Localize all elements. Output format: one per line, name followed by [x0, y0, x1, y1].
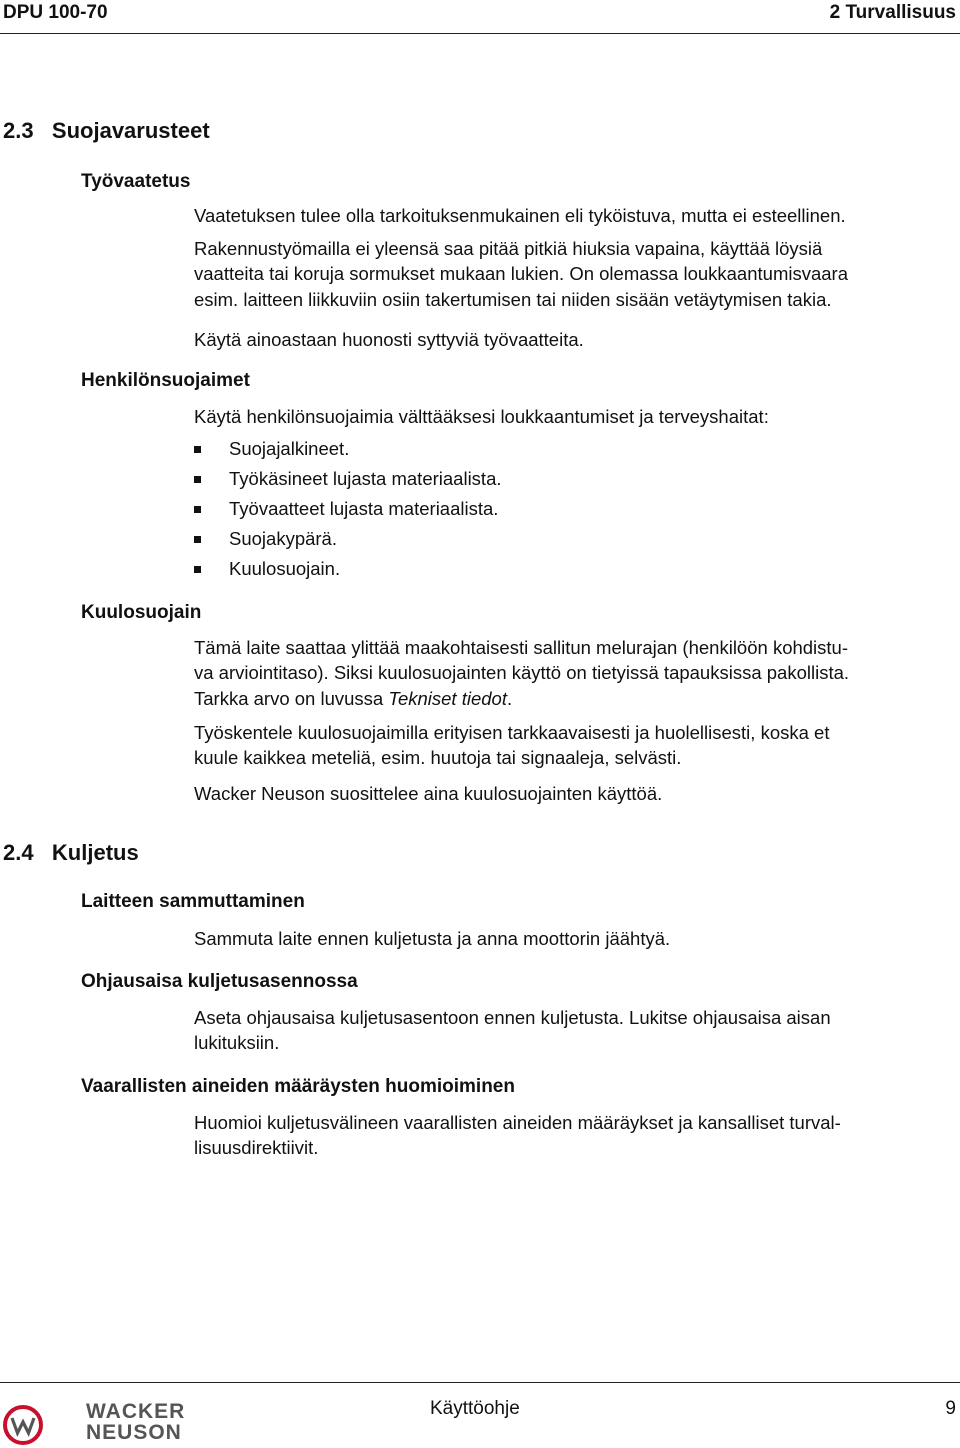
list-item [194, 494, 502, 524]
section-title-2-3: 2.3 Suojavarusteet [3, 118, 210, 143]
list-item-text: Kuulosuojain. [229, 558, 341, 579]
paragraph-vaaralliset-aineet [194, 1110, 954, 1161]
cross-reference-tekniset-tiedot: Tekniset tiedot [388, 687, 507, 709]
list-item-text: Työvaatteet lujasta materiaalista. [229, 498, 499, 519]
text-line: Käytä henkilönsuojaimia välttääksesi loukkaantumiset ja terveyshaitat: [194, 406, 769, 427]
list-item [194, 464, 502, 494]
paragraph-henkilonsuojaimet-intro [194, 404, 954, 429]
text-line: Wacker Neuson suosittelee aina kuulosuojainten käyttöä. [194, 783, 663, 804]
paragraph-tyovaatetus-2 [194, 236, 954, 312]
bullet-square-icon [194, 476, 201, 483]
text-fragment: . [506, 687, 513, 709]
text-line: Käytä ainoastaan huonosti syttyviä työvaatteita. [194, 329, 584, 350]
page-number: 9 [945, 1398, 956, 1419]
list-item-text: Työkäsineet lujasta materiaalista. [229, 468, 502, 489]
wacker-neuson-logo-text [86, 1401, 185, 1443]
list-item-text: Suojajalkineet. [229, 438, 350, 459]
text-fragment: Tarkka arvo on luvussa [194, 687, 389, 709]
bullet-square-icon [194, 536, 201, 543]
heading-laitteen-sammuttaminen: Laitteen sammuttaminen [81, 891, 305, 912]
footer-rule [0, 1382, 960, 1383]
text-line: Aseta ohjausaisa kuljetusasentoon ennen kuljetusta. Lukitse ohjausaisa aisan [194, 1007, 831, 1028]
paragraph-tyovaatetus-1 [194, 203, 954, 228]
paragraph-sammuttaminen [194, 926, 954, 951]
heading-vaaralliset-aineet: Vaarallisten aineiden määräysten huomioiminen [81, 1076, 515, 1097]
bullet-square-icon [194, 566, 201, 573]
paragraph-kuulosuojain-3 [194, 781, 954, 806]
text-line: va arviointitaso). Siksi kuulosuojainten käyttö on tietyissä tapauksissa pakollista. [194, 662, 850, 684]
protective-equipment-list [194, 434, 502, 584]
heading-kuulosuojain: Kuulosuojain [81, 602, 202, 623]
header-doc-id: DPU 100-70 [3, 2, 108, 23]
text-line: vaatteita tai koruja sormukset mukaan lukien. On olemassa loukkaantumisvaara [194, 263, 848, 285]
text-line: kuule kaikkea meteliä, esim. huutoja tai signaaleja, selvästi. [194, 747, 682, 769]
footer-doc-type: Käyttöohje [430, 1398, 520, 1419]
paragraph-ohjausaisa [194, 1005, 954, 1056]
header-chapter: 2 Turvallisuus [829, 2, 956, 23]
text-line: Tämä laite saattaa ylittää maakohtaisesti sallitun melurajan (henkilöön kohdistu- [194, 637, 849, 658]
list-item-text: Suojakypärä. [229, 528, 337, 549]
bullet-square-icon [194, 446, 201, 453]
wacker-neuson-w-logo-icon [3, 1405, 43, 1445]
paragraph-kuulosuojain-1 [194, 635, 954, 711]
text-line [194, 686, 954, 711]
section-title-2-4: 2.4 Kuljetus [3, 840, 139, 865]
text-line: esim. laitteen liikkuviin osiin takertumisen tai niiden sisään vetäytymisen takia. [194, 288, 832, 310]
header-rule [0, 33, 960, 34]
bullet-square-icon [194, 506, 201, 513]
list-item [194, 554, 502, 584]
list-item [194, 434, 502, 464]
heading-tyovaatetus: Työvaatetus [81, 171, 191, 192]
paragraph-kuulosuojain-2 [194, 720, 954, 771]
text-line: Sammuta laite ennen kuljetusta ja anna moottorin jäähtyä. [194, 928, 671, 949]
text-line: lukituksiin. [194, 1032, 280, 1054]
text-line: lisuusdirektiivit. [194, 1137, 319, 1159]
paragraph-tyovaatetus-3 [194, 327, 954, 352]
heading-ohjausaisa: Ohjausaisa kuljetusasennossa [81, 971, 358, 992]
text-line: Vaatetuksen tulee olla tarkoituksenmukainen eli tyköistuva, mutta ei esteellinen. [194, 205, 846, 226]
text-line: Rakennustyömailla ei yleensä saa pitää pitkiä hiuksia vapaina, käyttää löysiä [194, 238, 823, 259]
list-item [194, 524, 502, 554]
logo-line: NEUSON [86, 1421, 182, 1444]
heading-henkilonsuojaimet: Henkilönsuojaimet [81, 370, 250, 391]
text-line: Työskentele kuulosuojaimilla erityisen tarkkaavaisesti ja huolellisesti, koska et [194, 722, 830, 743]
text-line: Huomioi kuljetusvälineen vaarallisten aineiden määräykset ja kansalliset turval- [194, 1112, 841, 1133]
logo-line: WACKER [86, 1400, 186, 1423]
